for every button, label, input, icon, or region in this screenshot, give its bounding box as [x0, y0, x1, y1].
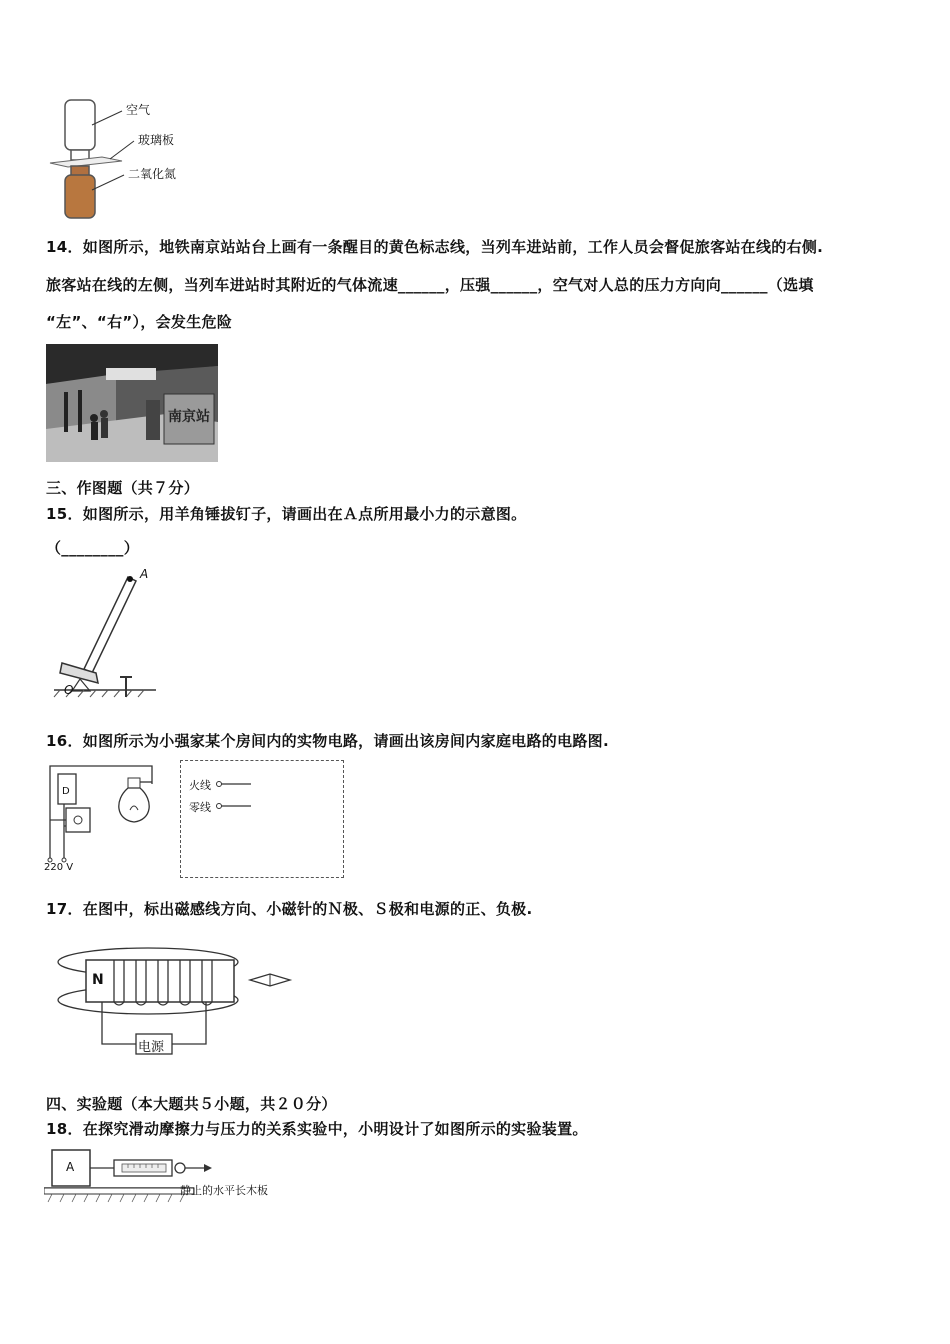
- q15-text: 15．如图所示，用羊角锤拔钉子，请画出在Ａ点所用最小力的示意图。: [46, 505, 527, 523]
- q14-line-1: 14．如图所示，地铁南京站站台上画有一条醒目的黄色标志线，当列车进站前，工作人员会督促旅客站在线的右侧.: [46, 238, 824, 256]
- n-pole-label: N: [92, 972, 104, 988]
- circuit-answer-box[interactable]: [180, 760, 344, 878]
- q15-answer-blank[interactable]: （________）: [46, 539, 140, 557]
- svg-text:D: D: [62, 786, 70, 797]
- q18-text: 18．在探究滑动摩擦力与压力的关系实验中，小明设计了如图所示的实验装置。: [46, 1120, 588, 1138]
- block-a-label: A: [66, 1160, 75, 1174]
- q16-text: 16．如图所示为小强家某个房间内的实物电路，请画出该房间内家庭电路的电路图.: [46, 732, 609, 750]
- friction-apparatus: [44, 1146, 304, 1206]
- label-glass-plate: 玻璃板: [138, 133, 175, 147]
- q14-line-3: “左”、“右”），会发生危险: [46, 313, 233, 331]
- hammer-figure: [48, 565, 163, 703]
- label-no2: 二氧化氮: [128, 167, 177, 181]
- voltage-label: 220 V: [44, 862, 74, 873]
- bottles-diagram: [40, 95, 200, 225]
- station-sign: 南京站: [168, 409, 210, 425]
- fig13-bottles: [40, 95, 200, 225]
- point-o-label: O: [64, 683, 74, 697]
- real-circuit-figure: [44, 760, 164, 878]
- q17-text: 17．在图中，标出磁感线方向、小磁针的Ｎ极、Ｓ极和电源的正、负极.: [46, 900, 533, 918]
- section-3-heading: 三、作图题（共７分）: [46, 479, 200, 497]
- subway-photo: [46, 344, 218, 462]
- power-source-label: 电源: [138, 1040, 165, 1055]
- label-air: 空气: [126, 103, 151, 117]
- wire-terminals: [215, 779, 255, 813]
- live-wire-label: 火线: [189, 779, 211, 792]
- q14-line-2: 旅客站在线的左侧，当列车进站时其附近的气体流速______，压强______，空气对人总的压力方向向______（选填: [46, 276, 814, 294]
- point-a-label: A: [140, 567, 149, 581]
- neutral-wire-label: 零线: [189, 801, 211, 814]
- section-4-heading: 四、实验题（本大题共５小题，共２０分）: [46, 1095, 337, 1113]
- board-label: 静止的水平长木板: [180, 1184, 268, 1197]
- solenoid-figure: [56, 940, 306, 1060]
